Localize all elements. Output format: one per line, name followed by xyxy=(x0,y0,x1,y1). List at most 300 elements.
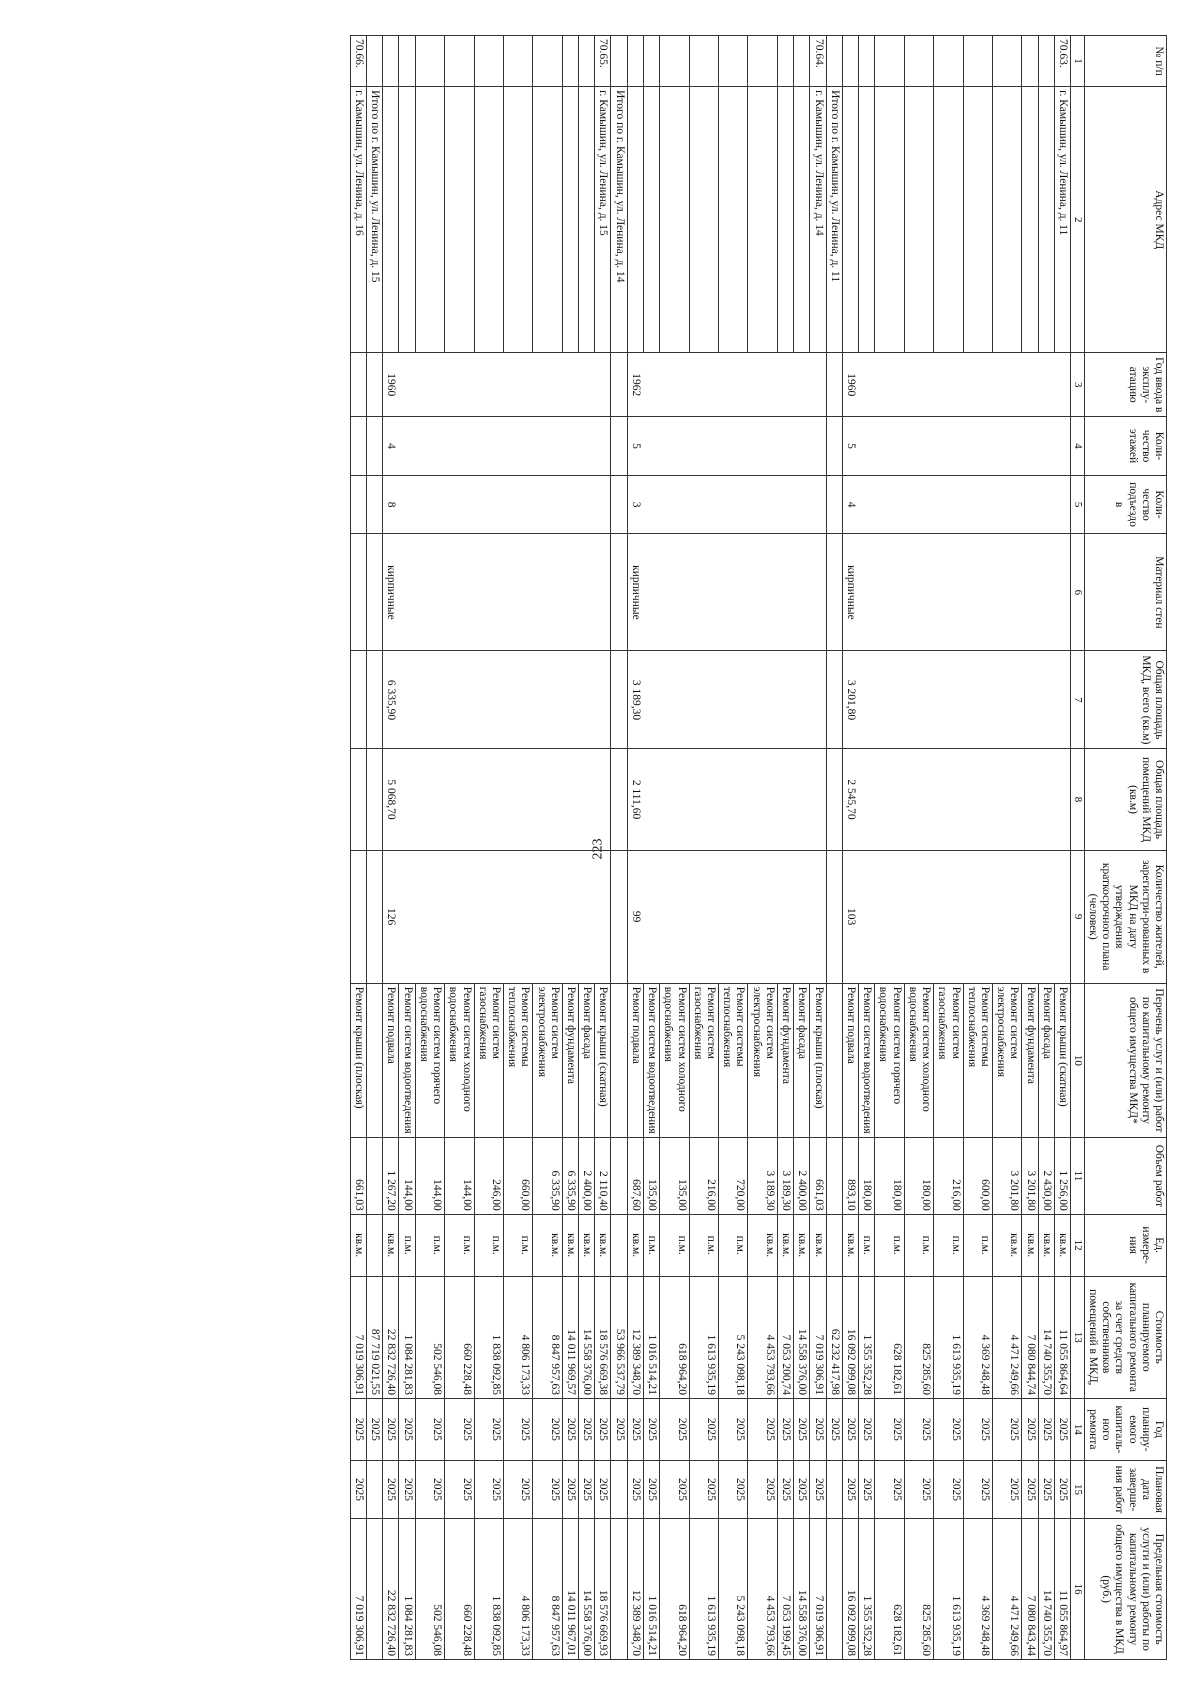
row-number xyxy=(963,36,992,87)
row-number xyxy=(383,36,399,87)
empty-cell xyxy=(611,475,627,534)
house-address xyxy=(1022,87,1038,353)
house-address xyxy=(399,87,415,353)
total-label: Итого по г. Камышин, ул. Ленина, д. 14 xyxy=(611,87,627,353)
work-year: 2025 xyxy=(562,1399,578,1461)
work-cost: 1 838 092,85 xyxy=(474,1276,503,1398)
work-year: 2025 xyxy=(858,1399,874,1461)
work-name: Ремонт фасада xyxy=(579,983,595,1137)
work-unit: кв.м. xyxy=(579,1214,595,1276)
house-address xyxy=(533,87,562,353)
empty-cell xyxy=(826,983,842,1137)
total-row xyxy=(366,36,382,1660)
house-walls: кирпичные xyxy=(627,534,826,651)
work-end-date: 2025 xyxy=(579,1460,595,1519)
work-year: 2025 xyxy=(777,1399,793,1461)
column-number: 11 xyxy=(1071,1138,1085,1215)
work-volume: 2 430,00 xyxy=(1038,1138,1054,1215)
work-year: 2025 xyxy=(595,1399,611,1461)
work-volume: 687,60 xyxy=(627,1138,643,1215)
work-unit: п.м. xyxy=(445,1214,474,1276)
work-volume: 3 201,80 xyxy=(1022,1138,1038,1215)
work-volume: 6 335,90 xyxy=(533,1138,562,1215)
work-volume: 6 335,90 xyxy=(562,1138,578,1215)
work-end-date: 2025 xyxy=(1038,1460,1054,1519)
row-number xyxy=(503,36,532,87)
work-volume: 720,00 xyxy=(719,1138,748,1215)
empty-cell xyxy=(611,850,627,983)
work-end-date: 2025 xyxy=(810,1460,826,1519)
work-volume: 1 267,20 xyxy=(383,1138,399,1215)
house-year: 1962 xyxy=(627,353,826,417)
empty-cell xyxy=(366,353,382,417)
work-volume: 3 189,30 xyxy=(748,1138,777,1215)
house-address xyxy=(474,87,503,353)
work-year: 2025 xyxy=(627,1399,643,1461)
work-name: Ремонт систем горячего водоснабжения xyxy=(415,983,444,1137)
work-volume: 135,00 xyxy=(660,1138,689,1215)
house-address xyxy=(415,87,444,353)
house-area-rooms: 5 068,70 xyxy=(383,749,611,850)
column-number: 15 xyxy=(1071,1460,1085,1519)
house-year: 1960 xyxy=(842,353,1070,417)
work-year: 2025 xyxy=(383,1399,399,1461)
work-year: 2025 xyxy=(842,1399,858,1461)
work-limit-cost: 1 613 935,19 xyxy=(689,1519,718,1660)
work-row xyxy=(1054,36,1070,1660)
work-name: Ремонт системы теплоснабжения xyxy=(719,983,748,1137)
house-entrances: 3 xyxy=(627,475,826,534)
work-volume: 3 189,30 xyxy=(777,1138,793,1215)
work-cost: 8 847 957,63 xyxy=(533,1276,562,1398)
work-limit-cost: 22 832 726,40 xyxy=(383,1519,399,1660)
work-row xyxy=(595,36,611,1660)
work-cost: 7 019 306,91 xyxy=(350,1276,366,1398)
row-number xyxy=(562,36,578,87)
house-walls xyxy=(350,534,366,651)
work-end-date: 2025 xyxy=(992,1460,1021,1519)
work-name: Ремонт крыши (плоская) xyxy=(810,983,826,1137)
total-cost: 87 719 021,55 xyxy=(366,1276,382,1398)
empty-cell xyxy=(826,1214,842,1276)
column-number: 5 xyxy=(1071,475,1085,534)
column-number: 14 xyxy=(1071,1399,1085,1461)
work-year: 2025 xyxy=(503,1399,532,1461)
column-number: 6 xyxy=(1071,534,1085,651)
work-name: Ремонт систем холодного водоснабжения xyxy=(660,983,689,1137)
row-number xyxy=(579,36,595,87)
work-end-date: 2025 xyxy=(562,1460,578,1519)
row-number xyxy=(858,36,874,87)
house-area-rooms xyxy=(350,749,366,850)
header-cell: Плановая дата заверше-ния работ xyxy=(1084,1460,1166,1519)
work-volume: 144,00 xyxy=(415,1138,444,1215)
work-cost: 618 964,20 xyxy=(660,1276,689,1398)
work-name: Ремонт крыши (скатная) xyxy=(1054,983,1070,1137)
column-number: 3 xyxy=(1071,353,1085,417)
work-end-date: 2025 xyxy=(643,1460,659,1519)
empty-cell xyxy=(366,651,382,749)
row-number xyxy=(627,36,643,87)
work-name: Ремонт систем водоотведения xyxy=(643,983,659,1137)
work-volume: 216,00 xyxy=(689,1138,718,1215)
row-number xyxy=(1038,36,1054,87)
house-address xyxy=(934,87,963,353)
house-entrances xyxy=(350,475,366,534)
work-cost: 14 011 969,57 xyxy=(562,1276,578,1398)
total-row xyxy=(826,36,842,1660)
work-year: 2025 xyxy=(904,1399,933,1461)
empty-cell xyxy=(611,534,627,651)
work-unit: кв.м. xyxy=(533,1214,562,1276)
work-end-date: 2025 xyxy=(934,1460,963,1519)
work-end-date: 2025 xyxy=(474,1460,503,1519)
house-floors xyxy=(350,417,366,476)
row-number xyxy=(1022,36,1038,87)
work-end-date: 2025 xyxy=(627,1460,643,1519)
work-limit-cost: 14 558 376,00 xyxy=(794,1519,810,1660)
work-name: Ремонт подвала xyxy=(842,983,858,1137)
work-year: 2025 xyxy=(415,1399,444,1461)
house-address xyxy=(777,87,793,353)
work-name: Ремонт подвала xyxy=(383,983,399,1137)
work-volume: 180,00 xyxy=(904,1138,933,1215)
work-cost: 4 806 173,33 xyxy=(503,1276,532,1398)
work-volume: 144,00 xyxy=(445,1138,474,1215)
empty-cell xyxy=(826,749,842,850)
empty-cell xyxy=(826,475,842,534)
house-walls: кирпичные xyxy=(383,534,611,651)
work-year: 2025 xyxy=(579,1399,595,1461)
work-limit-cost: 11 055 864,97 xyxy=(1054,1519,1070,1660)
row-number xyxy=(719,36,748,87)
house-address xyxy=(858,87,874,353)
work-name: Ремонт фасада xyxy=(794,983,810,1137)
empty-cell xyxy=(366,1214,382,1276)
row-number xyxy=(826,36,842,87)
work-end-date: 2025 xyxy=(842,1460,858,1519)
empty-cell xyxy=(611,749,627,850)
empty-cell xyxy=(611,1214,627,1276)
work-unit: п.м. xyxy=(643,1214,659,1276)
row-number: 70.66. xyxy=(350,36,366,87)
work-year: 2025 xyxy=(660,1399,689,1461)
row-number xyxy=(660,36,689,87)
total-cost: 53 966 537,79 xyxy=(611,1276,627,1398)
column-number: 1 xyxy=(1071,36,1085,87)
work-cost: 14 740 355,70 xyxy=(1038,1276,1054,1398)
house-area-total: 3 201,80 xyxy=(842,651,1070,749)
work-volume: 246,00 xyxy=(474,1138,503,1215)
work-row xyxy=(350,36,366,1660)
header-cell: Ед. измере-ния xyxy=(1084,1214,1166,1276)
work-cost: 5 243 098,18 xyxy=(719,1276,748,1398)
empty-cell xyxy=(611,1138,627,1215)
work-limit-cost: 14 558 376,00 xyxy=(579,1519,595,1660)
empty-cell xyxy=(366,983,382,1137)
work-end-date: 2025 xyxy=(383,1460,399,1519)
work-end-date: 2025 xyxy=(503,1460,532,1519)
work-end-date: 2025 xyxy=(963,1460,992,1519)
work-year: 2025 xyxy=(934,1399,963,1461)
work-limit-cost: 7 080 843,44 xyxy=(1022,1519,1038,1660)
work-name: Ремонт систем газоснабжения xyxy=(689,983,718,1137)
work-end-date: 2025 xyxy=(748,1460,777,1519)
work-name: Ремонт систем холодного водоснабжения xyxy=(904,983,933,1137)
work-limit-cost: 4 453 793,66 xyxy=(748,1519,777,1660)
house-address xyxy=(794,87,810,353)
work-year: 2025 xyxy=(533,1399,562,1461)
column-number: 4 xyxy=(1071,417,1085,476)
row-number xyxy=(643,36,659,87)
work-limit-cost: 1 016 514,21 xyxy=(643,1519,659,1660)
column-number: 2 xyxy=(1071,87,1085,353)
work-name: Ремонт фундамента xyxy=(777,983,793,1137)
work-name: Ремонт систем электроснабжения xyxy=(992,983,1021,1137)
work-name: Ремонт системы теплоснабжения xyxy=(963,983,992,1137)
work-cost: 502 546,08 xyxy=(415,1276,444,1398)
work-cost: 1 016 514,21 xyxy=(643,1276,659,1398)
work-unit: кв.м. xyxy=(1038,1214,1054,1276)
rotated-table-wrapper xyxy=(42,35,1167,1660)
work-name: Ремонт систем газоснабжения xyxy=(934,983,963,1137)
house-address: г. Камышин, ул. Ленина, д. 11 xyxy=(1054,87,1070,353)
work-limit-cost: 825 285,60 xyxy=(904,1519,933,1660)
work-volume: 180,00 xyxy=(875,1138,904,1215)
column-number: 8 xyxy=(1071,749,1085,850)
work-limit-cost: 628 182,61 xyxy=(875,1519,904,1660)
header-cell: Год планиру-емого капиталь-ного ремонта xyxy=(1084,1399,1166,1461)
header-cell: Перечень услуг и (или) работ по капитальному ремонту общего имущества МКД* xyxy=(1084,983,1166,1137)
work-cost: 7 053 200,74 xyxy=(777,1276,793,1398)
empty-cell xyxy=(611,1460,627,1519)
work-cost: 4 471 249,66 xyxy=(992,1276,1021,1398)
empty-cell xyxy=(611,417,627,476)
work-cost: 16 092 099,08 xyxy=(842,1276,858,1398)
empty-cell xyxy=(826,651,842,749)
work-limit-cost: 16 092 099,08 xyxy=(842,1519,858,1660)
work-limit-cost: 12 389 348,70 xyxy=(627,1519,643,1660)
work-cost: 1 084 281,83 xyxy=(399,1276,415,1398)
empty-cell xyxy=(611,651,627,749)
work-limit-cost: 1 613 935,19 xyxy=(934,1519,963,1660)
header-cell: Количество жителей, зарегистри-рованных в МКД на дату утверждения краткосрочного плана (человек) xyxy=(1084,850,1166,983)
row-number xyxy=(992,36,1021,87)
work-year: 2025 xyxy=(875,1399,904,1461)
work-volume: 144,00 xyxy=(399,1138,415,1215)
house-address xyxy=(562,87,578,353)
work-year: 2025 xyxy=(992,1399,1021,1461)
work-unit: п.м. xyxy=(875,1214,904,1276)
empty-cell xyxy=(366,1460,382,1519)
column-number-row xyxy=(1071,36,1085,1660)
row-number: 70.64. xyxy=(810,36,826,87)
work-volume: 661,03 xyxy=(810,1138,826,1215)
work-unit: кв.м. xyxy=(794,1214,810,1276)
work-unit: п.м. xyxy=(415,1214,444,1276)
total-year: 2025 xyxy=(366,1399,382,1461)
house-address xyxy=(1038,87,1054,353)
work-name: Ремонт систем электроснабжения xyxy=(748,983,777,1137)
work-volume: 2 110,40 xyxy=(595,1138,611,1215)
work-volume: 3 201,80 xyxy=(992,1138,1021,1215)
work-limit-cost: 502 546,08 xyxy=(415,1519,444,1660)
house-floors: 4 xyxy=(383,417,611,476)
house-address xyxy=(904,87,933,353)
house-year xyxy=(350,353,366,417)
column-number: 7 xyxy=(1071,651,1085,749)
work-row xyxy=(810,36,826,1660)
work-volume: 660,00 xyxy=(503,1138,532,1215)
work-volume: 661,03 xyxy=(350,1138,366,1215)
work-end-date: 2025 xyxy=(660,1460,689,1519)
house-address: г. Камышин, ул. Ленина, д. 15 xyxy=(595,87,611,353)
work-unit: кв.м. xyxy=(562,1214,578,1276)
work-unit: п.м. xyxy=(399,1214,415,1276)
total-cost: 62 232 417,98 xyxy=(826,1276,842,1398)
work-year: 2025 xyxy=(1038,1399,1054,1461)
row-number xyxy=(777,36,793,87)
work-limit-cost: 4 806 173,33 xyxy=(503,1519,532,1660)
work-cost: 1 355 352,28 xyxy=(858,1276,874,1398)
header-row xyxy=(1084,36,1166,1660)
house-residents: 99 xyxy=(627,850,826,983)
house-walls: кирпичные xyxy=(842,534,1070,651)
work-limit-cost: 1 084 281,83 xyxy=(399,1519,415,1660)
work-end-date: 2025 xyxy=(777,1460,793,1519)
work-name: Ремонт систем газоснабжения xyxy=(474,983,503,1137)
table-body xyxy=(350,36,1070,1660)
work-end-date: 2025 xyxy=(415,1460,444,1519)
work-end-date: 2025 xyxy=(533,1460,562,1519)
row-number: 70.63. xyxy=(1054,36,1070,87)
empty-cell xyxy=(826,417,842,476)
work-year: 2025 xyxy=(350,1399,366,1461)
work-cost: 1 613 935,19 xyxy=(689,1276,718,1398)
row-number xyxy=(445,36,474,87)
house-area-rooms: 2 545,70 xyxy=(842,749,1070,850)
work-cost: 11 055 864,64 xyxy=(1054,1276,1070,1398)
work-end-date: 2025 xyxy=(350,1460,366,1519)
row-number: 70.65. xyxy=(595,36,611,87)
house-address: г. Камышин, ул. Ленина, д. 14 xyxy=(810,87,826,353)
house-address xyxy=(689,87,718,353)
work-year: 2025 xyxy=(963,1399,992,1461)
work-cost: 7 080 844,74 xyxy=(1022,1276,1038,1398)
work-cost: 4 453 793,66 xyxy=(748,1276,777,1398)
work-limit-cost: 4 369 248,48 xyxy=(963,1519,992,1660)
work-unit: кв.м. xyxy=(748,1214,777,1276)
work-year: 2025 xyxy=(643,1399,659,1461)
work-year: 2025 xyxy=(1022,1399,1038,1461)
empty-cell xyxy=(826,850,842,983)
work-unit: п.м. xyxy=(963,1214,992,1276)
house-residents: 103 xyxy=(842,850,1070,983)
column-number: 10 xyxy=(1071,983,1085,1137)
work-name: Ремонт фундамента xyxy=(1022,983,1038,1137)
work-unit: п.м. xyxy=(934,1214,963,1276)
work-unit: п.м. xyxy=(660,1214,689,1276)
header-cell: Адрес МКД xyxy=(1084,87,1166,353)
work-name: Ремонт подвала xyxy=(627,983,643,1137)
work-limit-cost: 1 838 092,85 xyxy=(474,1519,503,1660)
repair-plan-table xyxy=(350,35,1167,1660)
header-cell: № п/п xyxy=(1084,36,1166,87)
work-cost: 628 182,61 xyxy=(875,1276,904,1398)
work-name: Ремонт систем электроснабжения xyxy=(533,983,562,1137)
work-limit-cost: 618 964,20 xyxy=(660,1519,689,1660)
work-volume: 180,00 xyxy=(858,1138,874,1215)
work-end-date: 2025 xyxy=(689,1460,718,1519)
work-year: 2025 xyxy=(474,1399,503,1461)
work-limit-cost: 5 243 098,18 xyxy=(719,1519,748,1660)
work-volume: 600,00 xyxy=(963,1138,992,1215)
work-name: Ремонт фасада xyxy=(1038,983,1054,1137)
work-cost: 825 285,60 xyxy=(904,1276,933,1398)
work-unit: кв.м. xyxy=(383,1214,399,1276)
house-address xyxy=(503,87,532,353)
row-number xyxy=(474,36,503,87)
work-volume: 2 400,00 xyxy=(579,1138,595,1215)
house-address xyxy=(383,87,399,353)
work-name: Ремонт систем водоотведения xyxy=(399,983,415,1137)
empty-cell xyxy=(826,534,842,651)
house-area-total: 6 335,90 xyxy=(383,651,611,749)
header-cell: Объем работ xyxy=(1084,1138,1166,1215)
total-label: Итого по г. Камышин, ул. Ленина, д. 11 xyxy=(826,87,842,353)
work-year: 2025 xyxy=(689,1399,718,1461)
header-cell: Год ввода в эксплу-атацию xyxy=(1084,353,1166,417)
house-residents: 126 xyxy=(383,850,611,983)
work-unit: кв.м. xyxy=(350,1214,366,1276)
work-volume: 1 256,00 xyxy=(1054,1138,1070,1215)
work-unit: кв.м. xyxy=(627,1214,643,1276)
empty-cell xyxy=(826,353,842,417)
total-label: Итого по г. Камышин, ул. Ленина, д. 15 xyxy=(366,87,382,353)
empty-cell xyxy=(366,1519,382,1660)
empty-cell xyxy=(611,1519,627,1660)
work-name: Ремонт системы теплоснабжения xyxy=(503,983,532,1137)
work-limit-cost: 8 847 957,63 xyxy=(533,1519,562,1660)
column-number: 16 xyxy=(1071,1519,1085,1660)
work-end-date: 2025 xyxy=(595,1460,611,1519)
row-number xyxy=(533,36,562,87)
work-cost: 14 558 376,00 xyxy=(794,1276,810,1398)
house-address xyxy=(719,87,748,353)
column-number: 12 xyxy=(1071,1214,1085,1276)
empty-cell xyxy=(826,1519,842,1660)
work-cost: 1 613 935,19 xyxy=(934,1276,963,1398)
work-limit-cost: 7 053 199,45 xyxy=(777,1519,793,1660)
total-year: 2025 xyxy=(826,1399,842,1461)
work-cost: 660 228,48 xyxy=(445,1276,474,1398)
row-number xyxy=(904,36,933,87)
empty-cell xyxy=(366,475,382,534)
work-limit-cost: 660 228,48 xyxy=(445,1519,474,1660)
row-number xyxy=(611,36,627,87)
house-year: 1960 xyxy=(383,353,611,417)
work-unit: кв.м. xyxy=(777,1214,793,1276)
row-number xyxy=(794,36,810,87)
page-number: 223 xyxy=(590,838,606,860)
work-name: Ремонт фундамента xyxy=(562,983,578,1137)
house-address xyxy=(660,87,689,353)
work-year: 2025 xyxy=(748,1399,777,1461)
work-cost: 18 576 669,38 xyxy=(595,1276,611,1398)
empty-cell xyxy=(611,353,627,417)
house-address xyxy=(579,87,595,353)
work-year: 2025 xyxy=(719,1399,748,1461)
